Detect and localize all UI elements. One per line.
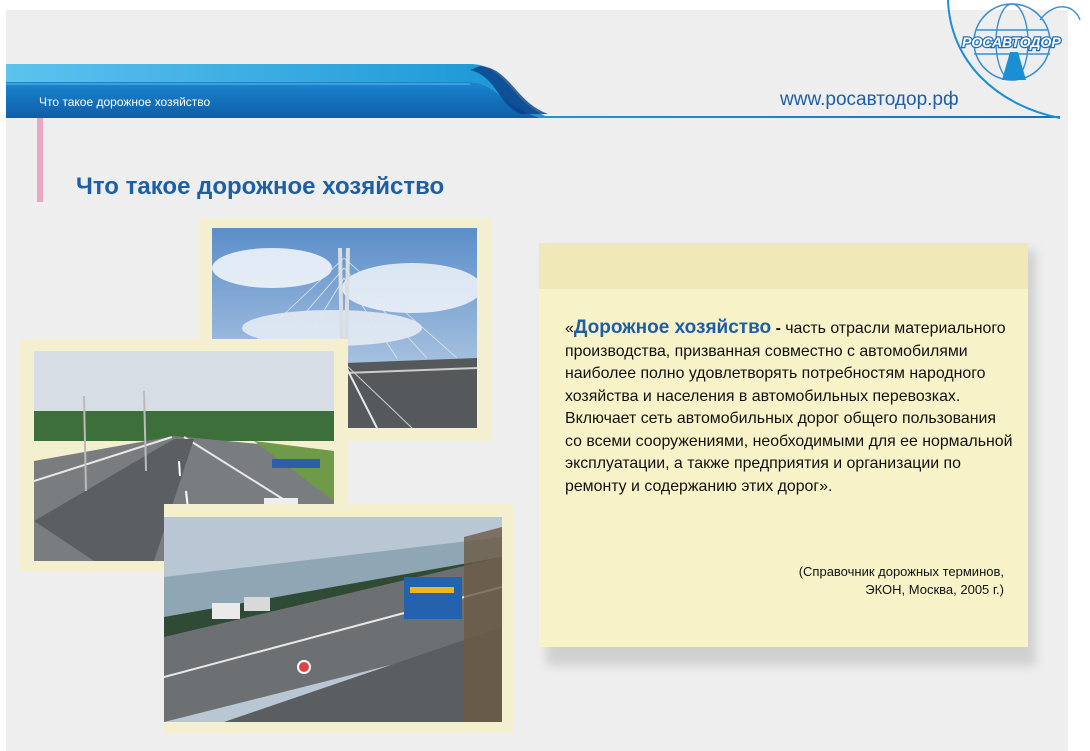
road-sign-photo <box>164 517 502 722</box>
definition-dash: - <box>771 320 786 337</box>
header-section-label: Что такое дорожное хозяйство <box>39 95 211 109</box>
quote-source <box>799 563 1004 599</box>
definition-text <box>565 317 1015 498</box>
svg-text:РОСАВТОДОР: РОСАВТОДОР <box>962 34 1061 50</box>
title-accent-bar <box>37 118 43 202</box>
definition-quote-card <box>539 243 1028 647</box>
rosavtodor-logo <box>940 0 1090 125</box>
site-url-link[interactable]: www.росавтодор.рф <box>780 89 959 110</box>
quote-card-header <box>539 243 1028 289</box>
source-line-2: ЭКОН, Москва, 2005 г.) <box>865 582 1004 597</box>
quote-open-mark: « <box>565 320 574 337</box>
source-line-1: (Справочник дорожных терминов, <box>798 564 1004 579</box>
definition-term: Дорожное хозяйство <box>573 317 772 338</box>
definition-body: часть отрасли материального производства, призванная совместно с автомобилями наиболее полно удовлетворять потребностям народного хозяйства и населения в автомобильных перевозках. Включает сеть автомобильных дорог общего пользования со всеми сооружениями, необходимыми для ее нормальной эксплуатации, а также предприятия и организации по ремонту и содержанию этих дорог». <box>565 320 1013 495</box>
photo-road-sign-frame <box>164 504 513 733</box>
page-title: Что такое дорожное хозяйство <box>76 173 445 200</box>
